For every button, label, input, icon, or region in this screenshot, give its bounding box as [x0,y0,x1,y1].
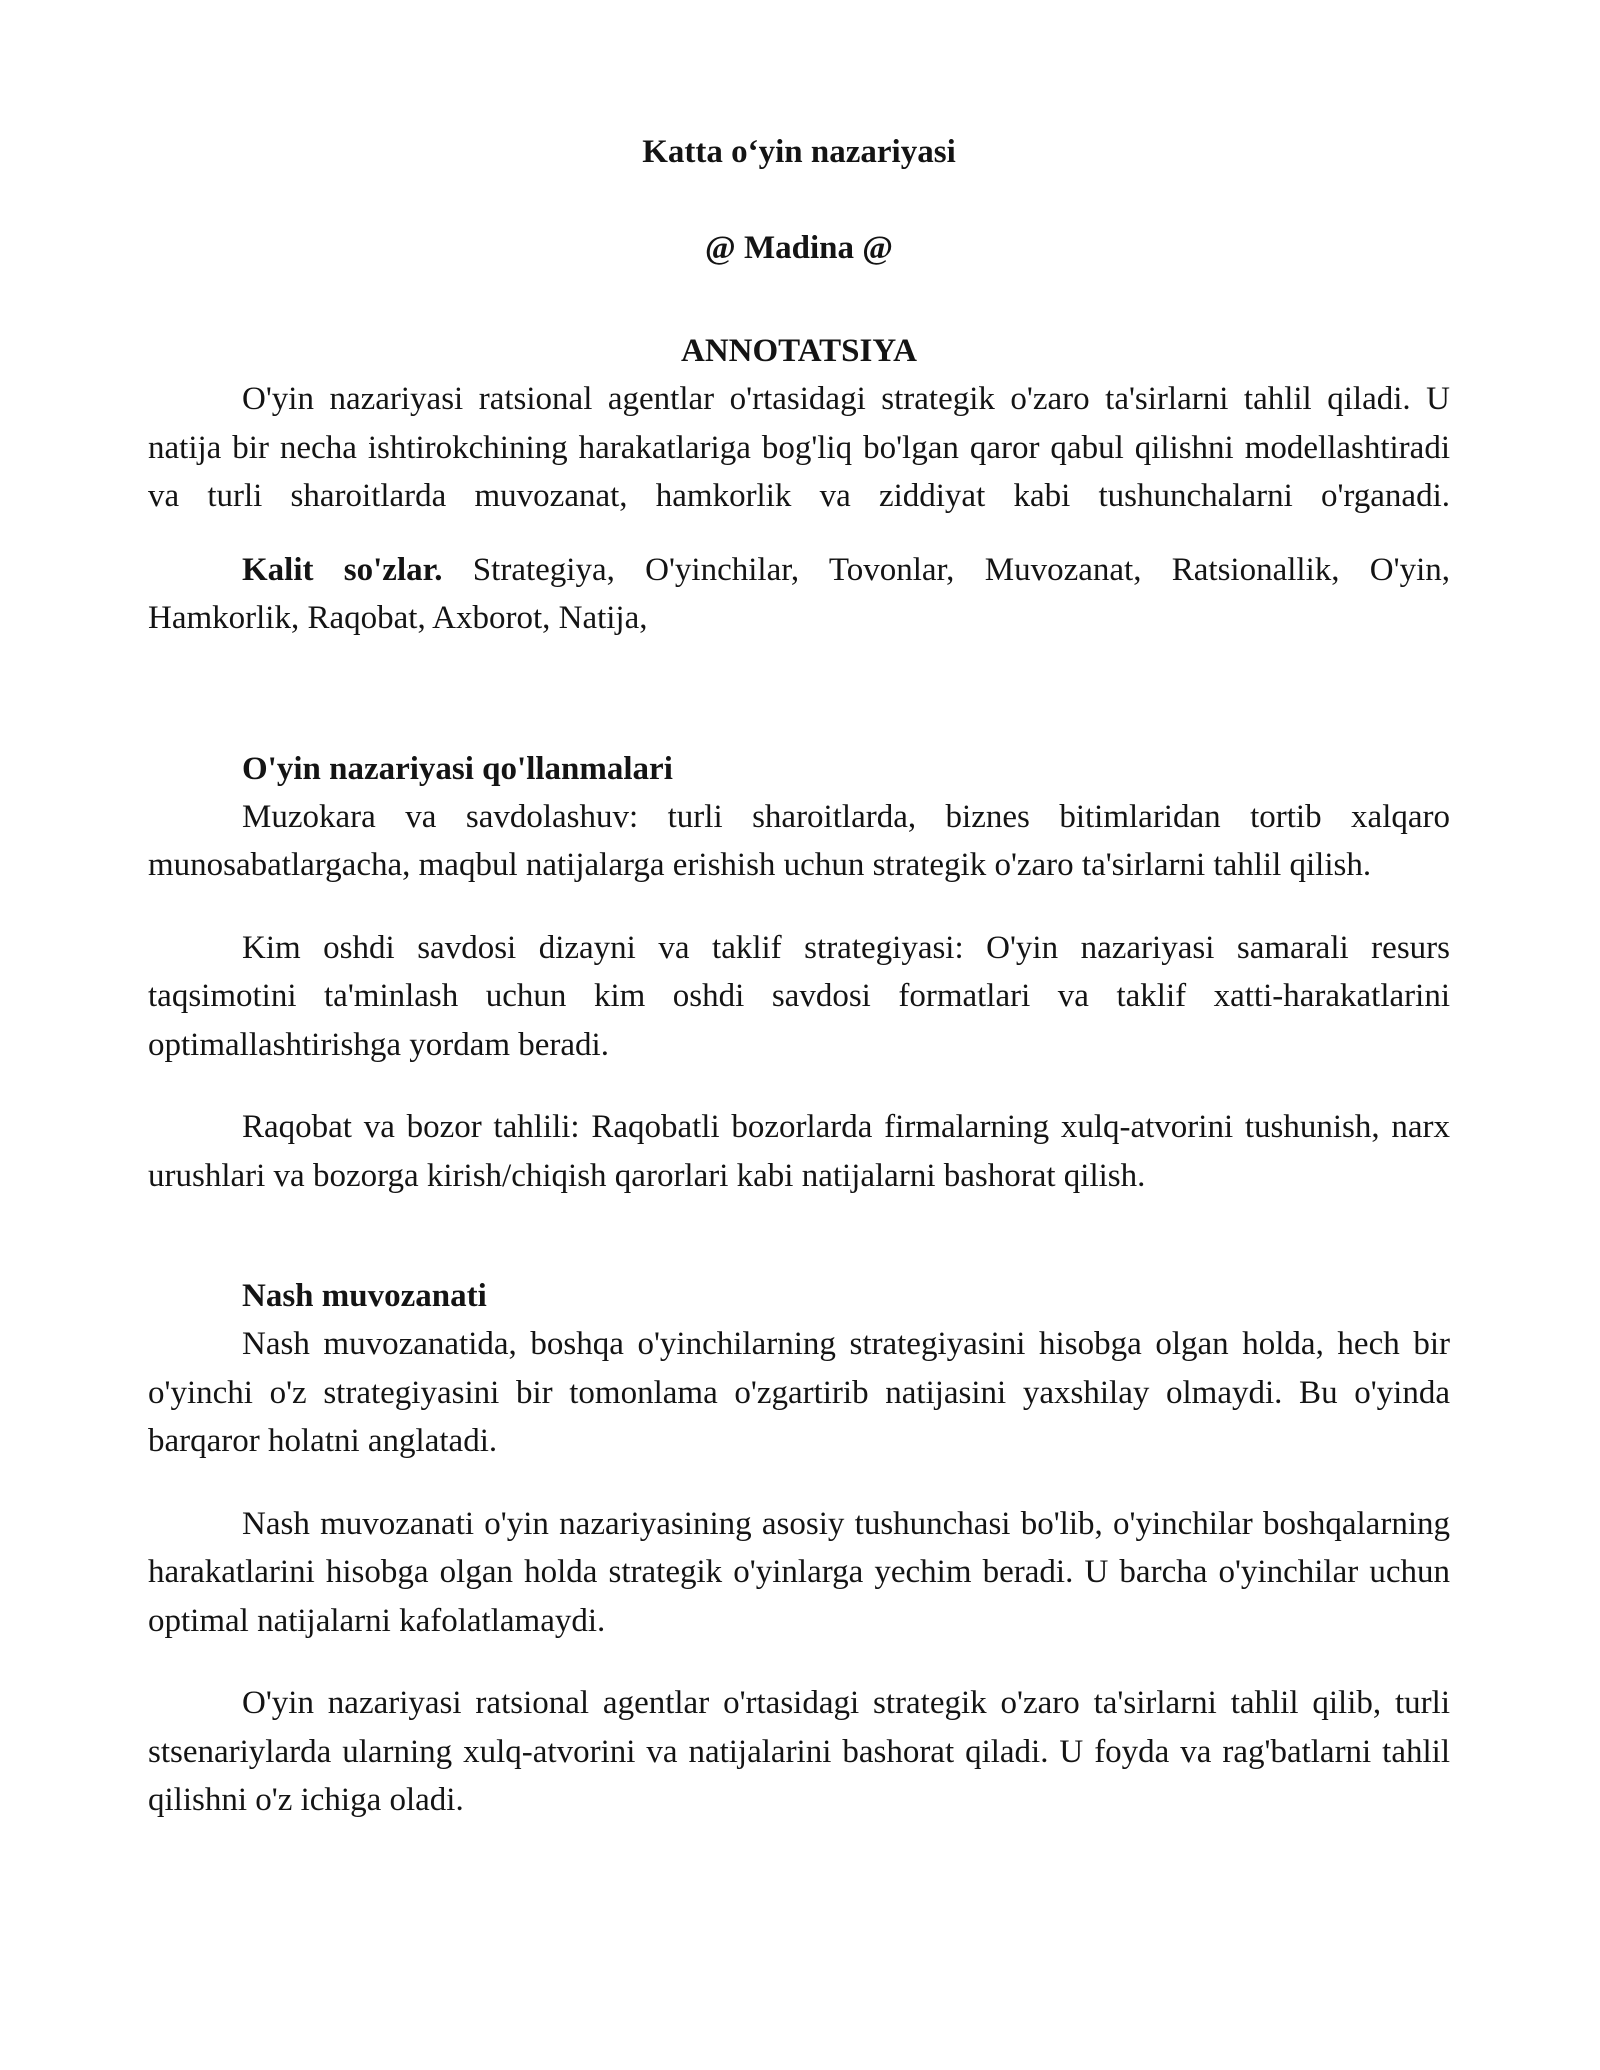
document-title: Katta o‘yin nazariyasi [642,134,956,170]
nash-paragraph: Nash muvozanati o'yin nazariyasining asosiy tushunchasi bo'lib, o'yinchilar boshqalarning harakatlarini hisobga olgan holda strategik o'yinlarga yechim beradi. U barcha o'yinchilar uchun optimal natijalarni kafolatlamaydi. [148,1505,1450,1639]
nash-paragraph: Nash muvozanatida, boshqa o'yinchilarning strategiyasini hisobga olgan holda, hech bir o'yinchi o'z strategiyasini bir tomonlama o'zgartirib natijasini yaxshilay olmaydi. Bu o'yinda barqaror holatni anglatadi. [148,1326,1450,1459]
document-page [148,128,1450,1825]
annotation-paragraph: O'yin nazariyasi ratsional agentlar o'rtasidagi strategik o'zaro ta'sirlarni tahlil qiladi. U natija bir necha ishtirokchining harakatlariga bog'liq bo'lgan qaror qabul qilishni modellashtiradi va turli sharoitlarda muvozanat, hamkorlik va ziddiyat kabi tushunchalarni o'rganadi. [148,381,1450,514]
applications-paragraph: Kim oshdi savdosi dizayni va taklif strategiyasi: O'yin nazariyasi samarali resurs taqsimotini ta'minlash uchun kim oshdi savdosi formatlari va taklif xatti-harakatlarini optimallashtirishga yordam beradi. [148,929,1450,1063]
document-author: @ Madina @ [705,230,893,266]
annotation-heading: ANNOTATSIYA [681,333,917,369]
applications-paragraph: Raqobat va bozor tahlili: Raqobatli bozorlarda firmalarning xulq-atvorini tushunish, narx urushlari va bozorga kirish/chiqish qarorlari kabi natijalarni bashorat qilish. [148,1109,1450,1194]
nash-paragraph: O'yin nazariyasi ratsional agentlar o'rtasidagi strategik o'zaro ta'sirlarni tahlil qilib, turli stsenariylarda ularning xulq-atvorini va natijalarini bashorat qiladi. U foyda va rag'batlarni tahlil qilishni o'z ichiga oladi. [148,1685,1450,1818]
keywords-paragraph [148,546,1450,643]
keywords-label: Kalit so'zlar. [242,551,443,588]
section-heading-nash-equilibrium: Nash muvozanati [242,1278,487,1314]
applications-paragraph: Muzokara va savdolashuv: turli sharoitlarda, biznes bitimlaridan tortib xalqaro munosabatlargacha, maqbul natijalarga erishish uchun strategik o'zaro ta'sirlarni tahlil qilish. [148,798,1450,883]
section-heading-applications: O'yin nazariyasi qo'llanmalari [242,750,673,787]
keywords-list: Strategiya, O'yinchilar, Tovonlar, Muvozanat, Ratsionallik, O'yin, Hamkorlik, Raqobat, Axborot, Natija, [148,551,1450,636]
